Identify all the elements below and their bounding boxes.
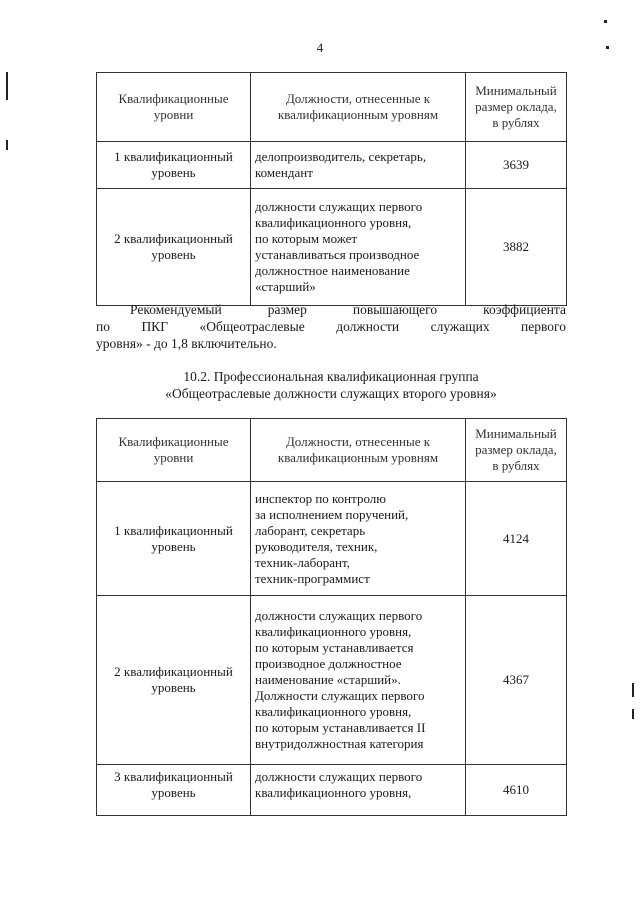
scan-artifact-top-right-2 — [606, 46, 609, 49]
paragraph-word: служащих — [430, 319, 490, 334]
paragraph-line-2 — [96, 318, 566, 335]
paragraph-line-3: уровня» - до 1,8 включительно. — [96, 336, 277, 351]
paragraph-word: должности — [336, 319, 400, 334]
level-cell: 2 квалификационный уровень — [97, 189, 251, 306]
scan-artifact-top-right — [604, 20, 607, 23]
scan-artifact-right-2 — [632, 709, 634, 719]
table-row — [97, 189, 567, 306]
section-heading — [96, 368, 566, 402]
paragraph-word: «Общеотраслевые — [199, 319, 305, 334]
level-cell: 1 квалификационный уровень — [97, 142, 251, 189]
page-number: 4 — [316, 40, 324, 55]
table-row — [97, 142, 567, 189]
salary-cell: 4124 — [466, 482, 567, 596]
paragraph-word: ПКГ — [141, 319, 168, 334]
salary-cell: 4367 — [466, 596, 567, 765]
table-row — [97, 765, 567, 816]
salary-cell: 3639 — [466, 142, 567, 189]
paragraph-word: повышающего — [352, 302, 438, 317]
level-cell: 3 квалификационный уровень — [97, 765, 251, 816]
paragraph-word: коэффициента — [483, 302, 566, 317]
table-row — [97, 596, 567, 765]
level-cell: 2 квалификационный уровень — [97, 596, 251, 765]
paragraph-word: первого — [521, 319, 566, 334]
header-positions: Должности, отнесенные к квалификационным уровням — [251, 73, 466, 142]
paragraph-word: Рекомендуемый — [130, 302, 222, 317]
level-cell: 1 квалификационный уровень — [97, 482, 251, 596]
positions-cell: инспектор по контролю за исполнением поручений, лаборант, секретарь руководителя, техник, техник-лаборант, техник-программист — [251, 482, 466, 596]
paragraph-word: по — [96, 319, 110, 334]
positions-cell: должности служащих первого квалификационного уровня, по которым может устанавливаться производное должностное наименование «старший» — [251, 189, 466, 306]
positions-cell: должности служащих первого квалификационного уровня, — [251, 765, 466, 816]
scan-artifact-left-2 — [6, 140, 8, 150]
section-heading-line-2: «Общеотраслевые должности служащих второго уровня» — [165, 386, 497, 401]
table-header-row — [97, 419, 567, 482]
paragraph-line-1 — [96, 301, 566, 318]
paragraph-word: размер — [267, 302, 307, 317]
section-heading-line-1: 10.2. Профессиональная квалификационная группа — [183, 369, 479, 384]
positions-cell: должности служащих первого квалификационного уровня, по которым устанавливается производное должностное наименование «старший». Должности служащих первого квалификационного уровня, по которым устанавливается II внутридолжностная категория — [251, 596, 466, 765]
positions-cell: делопроизводитель, секретарь, комендант — [251, 142, 466, 189]
scan-artifact-right-1 — [632, 683, 634, 697]
header-levels: Квалификационные уровни — [97, 73, 251, 142]
table-header-row — [97, 73, 567, 142]
table-row — [97, 482, 567, 596]
qualification-table-2 — [96, 418, 567, 816]
salary-cell: 4610 — [466, 765, 567, 816]
salary-cell: 3882 — [466, 189, 567, 306]
coefficient-paragraph — [96, 301, 566, 352]
qualification-table-1 — [96, 72, 567, 306]
header-positions: Должности, отнесенные к квалификационным уровням — [251, 419, 466, 482]
header-levels: Квалификационные уровни — [97, 419, 251, 482]
scan-artifact-left-1 — [6, 72, 8, 100]
header-salary: Минимальный размер оклада, в рублях — [466, 419, 567, 482]
header-salary: Минимальный размер оклада, в рублях — [466, 73, 567, 142]
